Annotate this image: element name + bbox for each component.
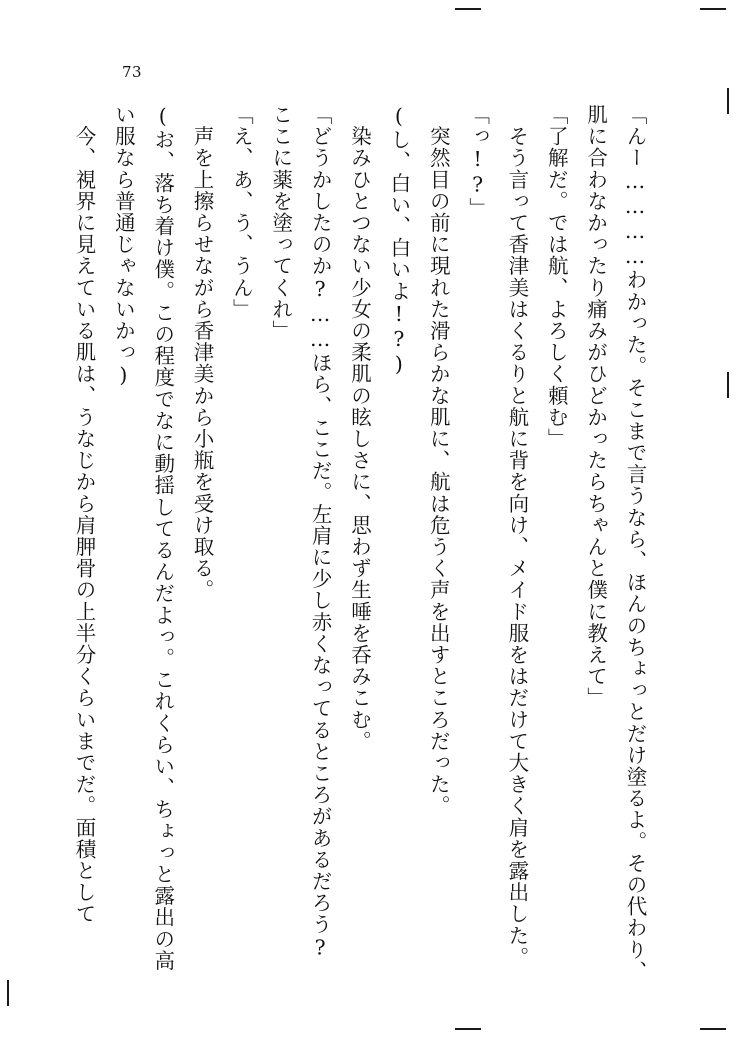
crop-mark-bottom-right [700,1028,726,1030]
crop-mark-right-upper [727,88,729,114]
paragraph: (お、落ち着け僕。この程度でなに動揺してるんだよっ。これくらい、ちょっと露出の高い服なら普通じゃないかっ) [111,104,175,972]
paragraph: 染みひとつない少女の柔肌の眩しさに、思わず生唾を呑みこむ。 [347,104,372,752]
paragraph: 突然目の前に現れた滑らかな肌に、航は危うく声を出すところだった。 [426,104,451,817]
paragraph: 「了解だ。では航、よろしく頼む」 [544,104,569,450]
paragraph: 「どうかしたのか?……ほら、ここだ。左肩に少し赤くなってるところがあるだろう? ここに薬を塗ってくれ」 [268,104,333,983]
crop-mark-top-right [700,8,726,10]
paragraph: 「んー…………わかった。そこまで言うなら、ほんのちょっとだけ塗るよ。その代わり、肌に合わなかったり痛みがひどかったらちゃんと僕に教えて」 [583,104,647,982]
paragraph: 「え、あ、う、うん」 [229,104,254,320]
page-text-body [71,104,654,984]
crop-mark-right-middle [727,372,729,398]
paragraph: (し、白い、白いよ!?) [386,104,411,378]
paragraph: 今、視界に見えている肌は、うなじから肩胛骨の上半分くらいまでだ。面積として [71,104,96,925]
paragraph: 「っ!?」 [465,104,490,219]
crop-mark-top-left [455,8,481,10]
page-number: 73 [122,63,143,81]
paragraph: そう言って香津美はくるりと航に背を向け、メイド服をはだけて大きく肩を露出した。 [504,104,529,968]
crop-mark-bottom-left [455,1028,481,1030]
crop-mark-left-lower [7,980,9,1006]
paragraph: 声を上擦らせながら香津美から小瓶を受け取る。 [190,104,215,601]
